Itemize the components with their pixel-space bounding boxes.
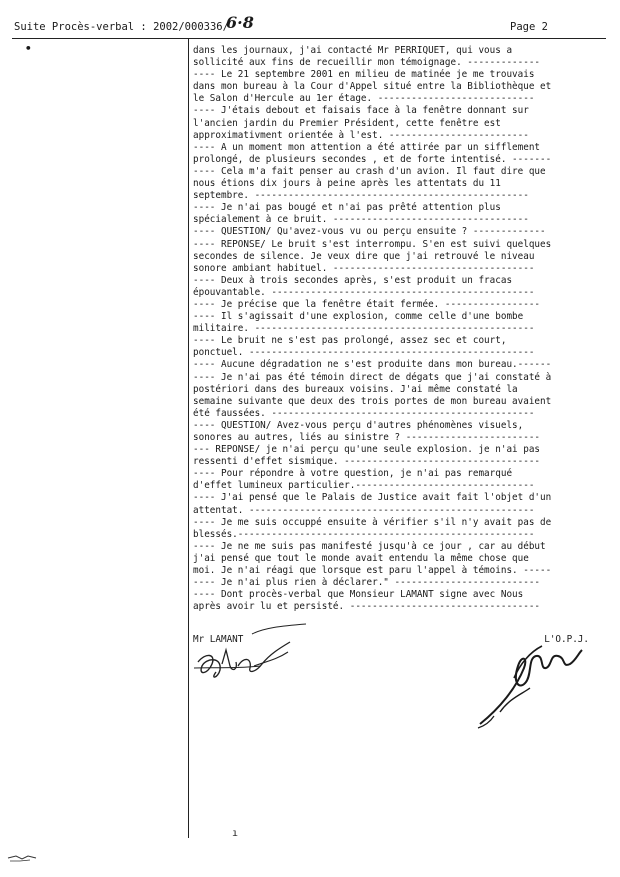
statement-line: ---- Je me suis occuppé ensuite à vérifier s'il n'y avait pas de: [193, 516, 552, 528]
statement-line: ---- A un moment mon attention a été attirée par un sifflement: [193, 141, 541, 153]
statement-line: ---- REPONSE/ Le bruit s'est interrompu. S'en est suivi quelques: [193, 238, 552, 250]
statement-line: dans les journaux, j'ai contacté Mr PERRIQUET, qui vous a: [193, 45, 513, 56]
statement-line: ---- Je n'ai pas été témoin direct de dégats que j'ai constaté à: [193, 371, 552, 383]
statement-line: ---- Aucune dégradation ne s'est produite dans mon bureau.------: [193, 359, 552, 371]
page-header: [0, 0, 620, 40]
statement-line: ---- Je précise que la fenêtre était fermée. -----------------: [193, 298, 541, 310]
statement-line: le Salon d'Hercule au 1er étage. ----------------------------: [193, 93, 535, 105]
statement-line: --- REPONSE/ je n'ai perçu qu'une seule explosion. je n'ai pas: [193, 444, 541, 456]
statement-line: ---- Je n'ai pas bougé et n'ai pas prêté attention plus: [193, 202, 501, 214]
statement-line: sonore ambiant habituel. ------------------------------------: [193, 262, 535, 274]
overline-scrawl: [250, 620, 310, 638]
statement-line: ressenti d'effet sismique. -----------------------------------: [193, 456, 541, 468]
header-title: Suite Procès-verbal : 2002/000336/: [14, 21, 229, 33]
witness-signature-label: Mr LAMANT: [193, 634, 244, 645]
scan-noise: [6, 850, 46, 864]
officer-signature: [470, 638, 590, 730]
statement-line: approximativment orientée à l'est. -------------------------: [193, 129, 529, 141]
statement-line: prolongé, de plusieurs secondes , et de forte intentisé. -------: [193, 153, 552, 165]
statement-line: sollicité aux fins de recueillir mon témoignage. -------------: [193, 57, 541, 69]
statement-line: septembre. -------------------------------------------------: [193, 190, 529, 202]
statement-line: secondes de silence. Je veux dire que j'ai retrouvé le niveau: [193, 250, 535, 262]
margin-mark: •: [25, 42, 32, 55]
margin-rule: [188, 38, 189, 838]
handwritten-number: 6·8: [226, 13, 254, 32]
statement-line: blessés.-----------------------------------------------------: [193, 528, 535, 540]
statement-line: j'ai pensé que tout le monde avait entendu la même chose que: [193, 552, 529, 564]
stray-mark: ı: [232, 828, 239, 839]
statement-line: ---- Deux à trois secondes après, s'est produit un fracas: [193, 274, 513, 286]
statement-body: [193, 45, 603, 613]
header-rule: [12, 38, 606, 39]
statement-line: ponctuel. ---------------------------------------------------: [193, 347, 535, 359]
statement-line: ---- J'étais debout et faisais face à la fenêtre donnant sur: [193, 105, 529, 117]
statement-line: été faussées. -----------------------------------------------: [193, 407, 535, 419]
statement-line: l'ancien jardin du Premier Président, cette fenêtre est: [193, 117, 501, 129]
statement-line: attentat. ---------------------------------------------------: [193, 504, 535, 516]
officer-signature-label: L'O.P.J.: [544, 634, 589, 645]
statement-line: nous étions dix jours à peine après les attentats du 11: [193, 178, 501, 190]
witness-signature: [192, 636, 302, 684]
statement-line: ---- Il s'agissait d'une explosion, comme celle d'une bombe: [193, 311, 524, 323]
statement-line: spécialement à ce bruit. -----------------------------------: [193, 214, 529, 226]
statement-line: ---- Pour répondre à votre question, je n'ai pas remarqué: [193, 468, 513, 480]
statement-line: dans mon bureau à la Cour d'Appel situé entre la Bibliothèque et: [193, 81, 552, 93]
statement-line: ---- J'ai pensé que le Palais de Justice avait fait l'objet d'un: [193, 492, 552, 504]
statement-line: ---- Je n'ai plus rien à déclarer." --------------------------: [193, 577, 541, 589]
statement-line: sonores au autres, liés au sinistre ? ------------------------: [193, 432, 541, 443]
statement-line: après avoir lu et persisté. ----------------------------------: [193, 601, 541, 613]
statement-line: épouvantable. -----------------------------------------------: [193, 286, 535, 298]
page-number: Page 2: [510, 21, 548, 33]
statement-line: ---- QUESTION/ Avez-vous perçu d'autres phénomènes visuels,: [193, 419, 524, 431]
statement-line: d'effet lumineux particulier.--------------------------------: [193, 480, 535, 492]
statement-line: militaire. --------------------------------------------------: [193, 323, 535, 335]
statement-line: ---- Cela m'a fait penser au crash d'un avion. Il faut dire que: [193, 165, 546, 177]
statement-line: ---- Dont procès-verbal que Monsieur LAMANT signe avec Nous: [193, 589, 524, 601]
statement-line: semaine suivante que deux des trois portes de mon bureau avaient: [193, 395, 552, 407]
statement-line: moi. Je n'ai réagi que lorsque est paru l'appel à témoins. -----: [193, 565, 552, 577]
statement-line: ---- QUESTION/ Qu'avez-vous vu ou perçu ensuite ? -------------: [193, 226, 546, 238]
statement-line: ---- Je ne me suis pas manifesté jusqu'à ce jour , car au début: [193, 540, 546, 552]
statement-line: postériori dans des bureaux voisins. J'ai même constaté la: [193, 383, 518, 395]
statement-line: ---- Le bruit ne s'est pas prolongé, assez sec et court,: [193, 335, 507, 347]
statement-line: ---- Le 21 septembre 2001 en milieu de matinée je me trouvais: [193, 69, 535, 81]
